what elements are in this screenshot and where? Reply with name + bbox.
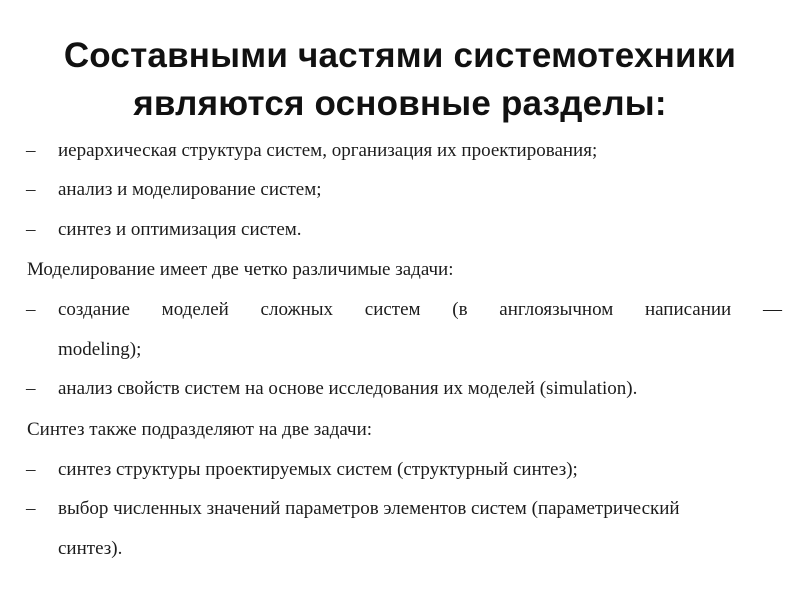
slide-title-line-2: являются основные разделы: <box>133 84 667 123</box>
bullet-dash: – <box>26 378 36 399</box>
bullet-dash: – <box>26 459 36 480</box>
paragraph: Синтез также подразделяют на две задачи: <box>27 419 373 440</box>
word: моделей <box>161 299 229 320</box>
list-item-text: анализ и моделирование систем; <box>58 179 322 200</box>
list-item-text-continued: modeling); <box>58 339 142 360</box>
bullet-dash: – <box>26 219 36 240</box>
word: (в <box>452 299 468 320</box>
word: — <box>762 299 782 320</box>
slide-title-line-1: Составными частями системотехники <box>63 36 737 75</box>
bullet-dash: – <box>26 299 36 320</box>
list-item-text: синтез структуры проектируемых систем (структурный синтез); <box>58 459 578 480</box>
list-item-text: иерархическая структура систем, организация их проектирования; <box>58 140 598 161</box>
list-item-text: анализ свойств систем на основе исследования их моделей (simulation). <box>58 378 638 399</box>
bullet-dash: – <box>26 179 36 200</box>
list-item-text: синтез и оптимизация систем. <box>58 219 302 240</box>
paragraph: Моделирование имеет две четко различимые задачи: <box>27 259 454 280</box>
list-item-text-justified <box>58 298 782 322</box>
list-item-text: выбор численных значений параметров элементов систем (параметрический <box>58 498 680 519</box>
word: создание <box>58 299 130 320</box>
bullet-dash: – <box>26 498 36 519</box>
word: написании <box>644 299 732 320</box>
bullet-dash: – <box>26 140 36 161</box>
list-item-text-continued: синтез). <box>58 538 123 559</box>
word: сложных <box>260 299 334 320</box>
word: систем <box>364 299 421 320</box>
word: англоязычном <box>499 299 614 320</box>
